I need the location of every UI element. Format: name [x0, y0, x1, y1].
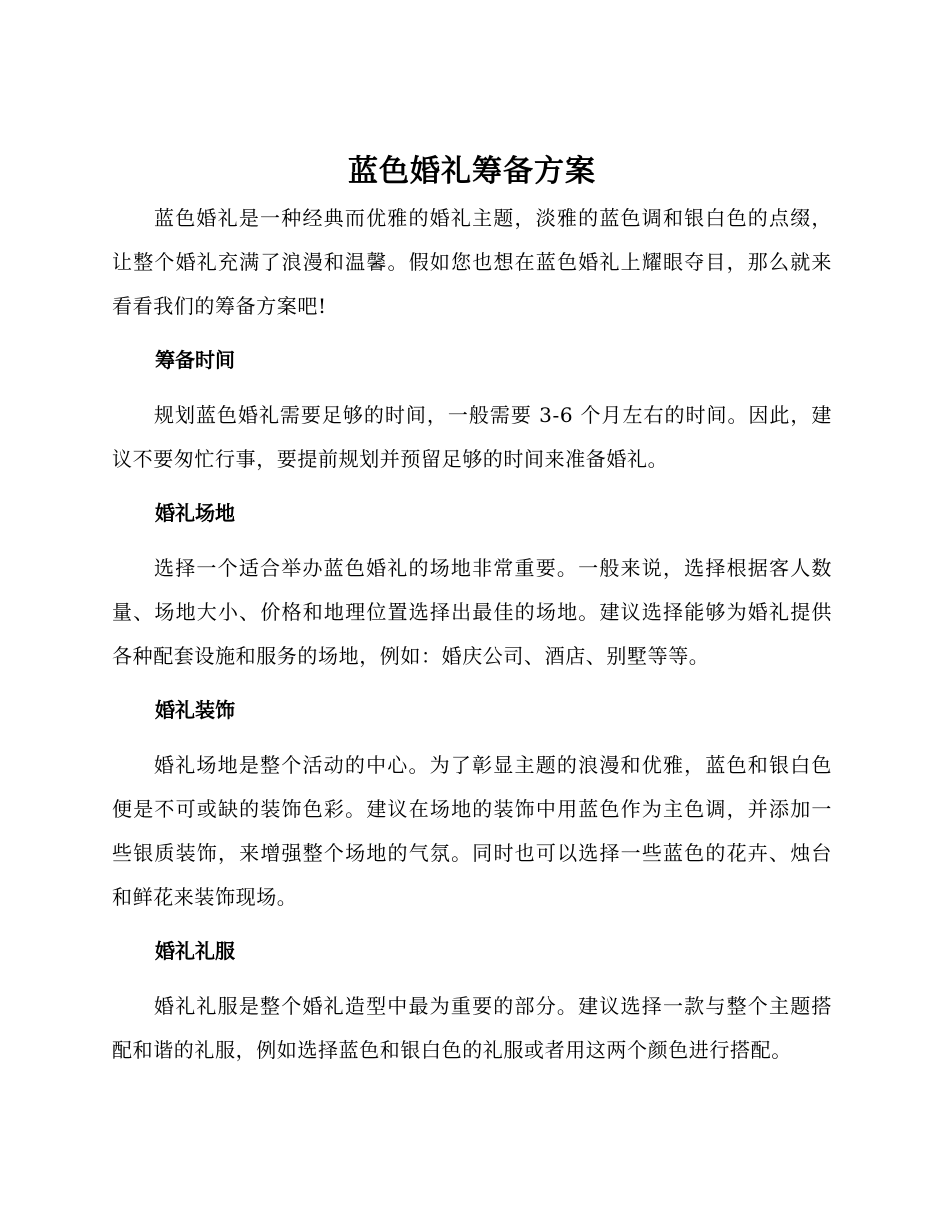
section-body-decoration: 婚礼场地是整个活动的中心。为了彰显主题的浪漫和优雅，蓝色和银白色便是不可或缺的装饰色彩。建议在场地的装饰中用蓝色作为主色调，并添加一些银质装饰，来增强整个场地的气氛。同时也可以选择一些蓝色的花卉、烛台和鲜花来装饰现场。: [112, 753, 832, 909]
intro-paragraph: 蓝色婚礼是一种经典而优雅的婚礼主题，淡雅的蓝色调和银白色的点缀，让整个婚礼充满了浪漫和温馨。假如您也想在蓝色婚礼上耀眼夺目，那么就来看看我们的筹备方案吧!: [112, 206, 832, 318]
section-heading-attire: 婚礼礼服: [155, 939, 235, 963]
section-body-preparation-time: 规划蓝色婚礼需要足够的时间，一般需要 3-6 个月左右的时间。因此，建议不要匆忙行事，要提前规划并预留足够的时间来准备婚礼。: [112, 403, 832, 471]
section-heading-decoration: 婚礼装饰: [155, 698, 235, 722]
section-body-attire: 婚礼礼服是整个婚礼造型中最为重要的部分。建议选择一款与整个主题搭配和谐的礼服，例如选择蓝色和银白色的礼服或者用这两个颜色进行搭配。: [112, 994, 832, 1062]
document-page: [112, 148, 832, 1072]
document-title: 蓝色婚礼筹备方案: [348, 154, 596, 189]
section-heading-preparation-time: 筹备时间: [155, 348, 235, 372]
section-body-venue: 选择一个适合举办蓝色婚礼的场地非常重要。一般来说，选择根据客人数量、场地大小、价格和地理位置选择出最佳的场地。建议选择能够为婚礼提供各种配套设施和服务的场地，例如：婚庆公司、酒店、别墅等等。: [112, 556, 832, 668]
section-heading-venue: 婚礼场地: [155, 501, 235, 525]
